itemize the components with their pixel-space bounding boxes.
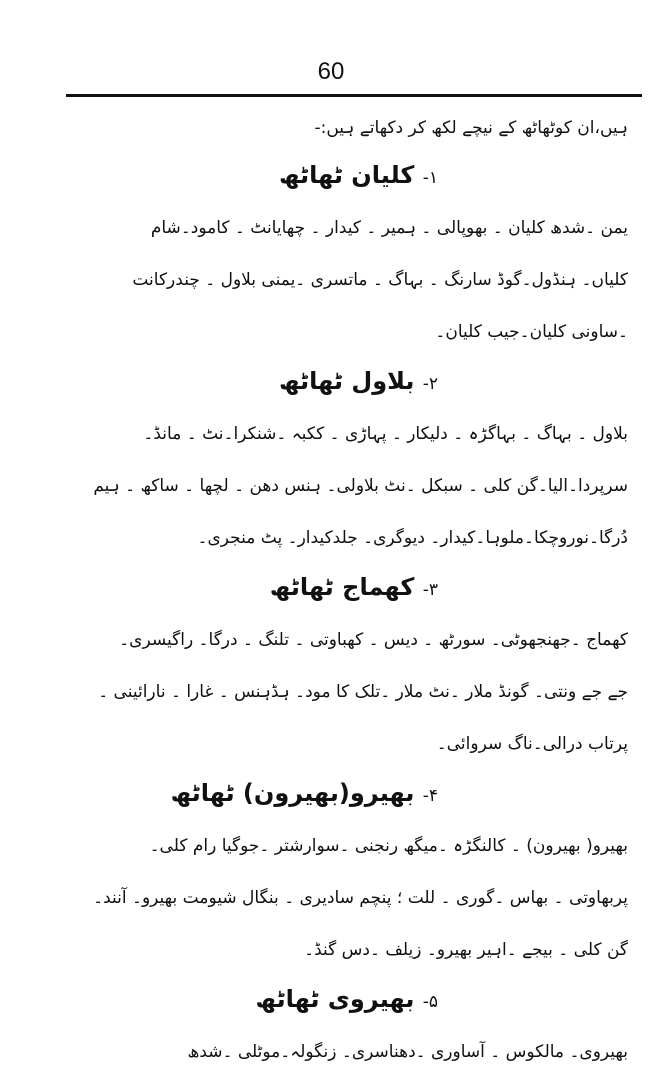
- section-title: بھیرو(بھیرون) ٹھاٹھ: [170, 779, 415, 807]
- section-title: بھیروی ٹھاٹھ: [255, 985, 415, 1013]
- paragraph-line: ۔ساونی کلیان۔جیب کلیان۔: [435, 322, 628, 342]
- section-number: ۱-: [422, 168, 438, 188]
- paragraph-line: یمن ۔شدھ کلیان ۔ بھوپالی ۔ ہمیر ۔ کیدار ۔ چھایانٹ ۔ کامود۔شام: [150, 218, 628, 238]
- paragraph-line: جے جے ونتی۔ گونڈ ملار ۔نٹ ملار ۔تلک کا مود۔ ہڈہنس ۔ غارا ۔ نارائینی ۔: [98, 682, 628, 702]
- paragraph-line: کھماج ۔جھنجھوٹی۔ سورٹھ ۔ دیس ۔ کھباوتی ۔ تلنگ ۔ درگا۔ راگیسری۔: [119, 630, 628, 650]
- section-title: کلیان ٹھاٹھ: [278, 161, 415, 189]
- paragraph-line: پرتاب درالی۔ناگ سروائی۔: [436, 734, 628, 754]
- paragraph-line: بلاول ۔ بہاگ ۔ بہاگڑہ ۔ دلیکار ۔ پہاڑی ۔ ککبہ ۔شنکرا۔نٹ ۔ مانڈ۔: [143, 424, 628, 444]
- section-heading-kalyan: [62, 152, 628, 202]
- paragraph-line: گن کلی ۔ بیجے ۔اہیر بھیرو۔ زیلف ۔دس گنڈ۔: [304, 940, 628, 960]
- page-number: 60: [317, 58, 345, 85]
- header-rule: [66, 94, 642, 97]
- section-title: کھماج ٹھاٹھ: [269, 573, 415, 601]
- section-number: ۳-: [422, 580, 438, 600]
- paragraph-line: دُرگا۔نوروچکا۔ملوہا۔کیدار۔ دیوگری۔ جلدکیدار۔ پٹ منجری۔: [197, 528, 628, 548]
- section-number: ۲-: [422, 374, 438, 394]
- section-heading-bhairav: [62, 770, 628, 820]
- intro-line: ہیں،ان کوٹھاٹھ کے نیچے لکھ کر دکھاتے ہیں:-: [314, 118, 628, 138]
- paragraph-line: پربھاوتی ۔ بھاس ۔گوری ۔ للت ؛ پنچم سادیری ۔ بنگال شیومت بھیرو۔ آنند۔: [93, 888, 628, 908]
- section-number: ۴-: [422, 786, 438, 806]
- section-heading-bhairavi: [62, 976, 628, 1026]
- page-content: [62, 108, 628, 1078]
- paragraph-line: کلیاں۔ ہنڈول۔گوڈ سارنگ ۔ بہاگ ۔ ماتسری ۔یمنی بلاول ۔ چندرکانت: [132, 270, 628, 290]
- paragraph-line: بھیروی۔ مالکوس ۔ آساوری ۔دھناسری۔ زنگولہ۔موٹلی ۔شدھ: [187, 1042, 628, 1062]
- paragraph-line: بھیرو( بھیرون) ۔ کالنگڑہ ۔میگھ رنجنی ۔سوارشتر ۔جوگیا رام کلی۔: [149, 836, 628, 856]
- section-heading-bilawal: [62, 358, 628, 408]
- paragraph-line: سرپردا۔الیا۔گن کلی ۔ سبکل ۔نٹ بلاولی۔ ہنس دھن ۔ لچھا ۔ ساکھ ۔ ہیم: [93, 476, 628, 496]
- section-heading-khamaj: [62, 564, 628, 614]
- section-title: بلاول ٹھاٹھ: [279, 367, 415, 395]
- section-number: ۵-: [422, 992, 438, 1012]
